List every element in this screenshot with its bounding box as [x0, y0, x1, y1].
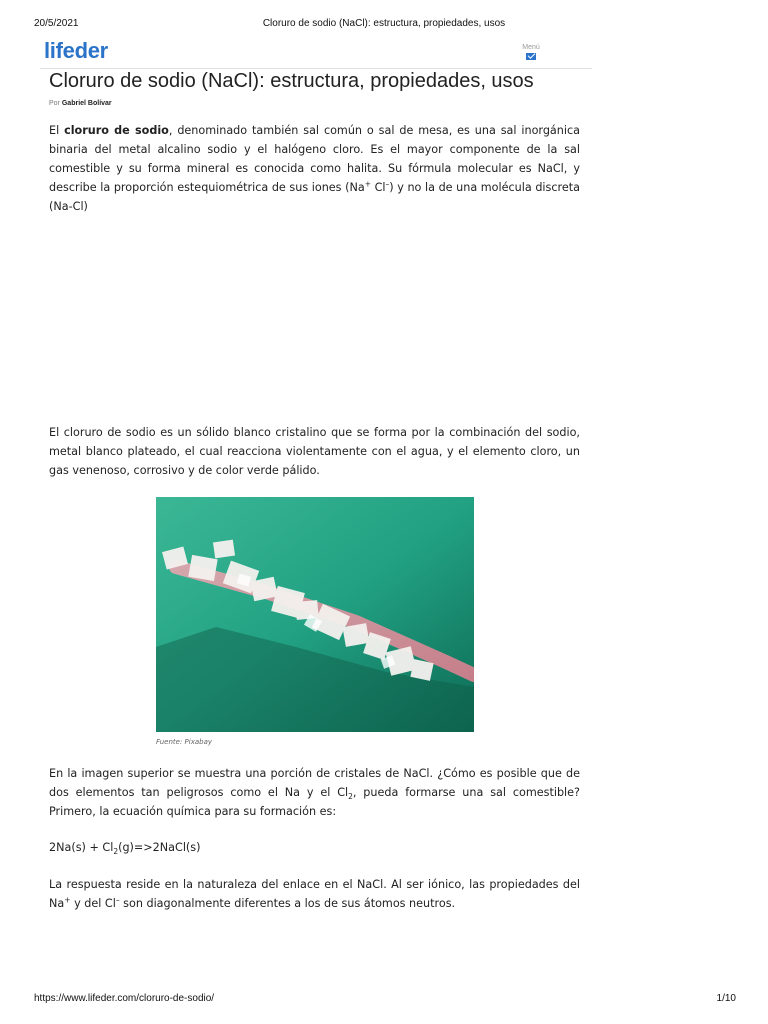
paragraph-intro: El cloruro de sodio, denominado también sal común o sal de mesa, es una sal inorgánica binaria del metal alcalino sodio y el halógeno cloro. Es el mayor componente de la sal comestible y su forma mineral es conocida como halita. Su fórmula molecular es NaCl, y describe la proporción estequiométrica de sus iones (Na+ Cl–) y no la de una molécula discreta (Na-Cl) [49, 124, 580, 213]
chevron-down-icon [526, 53, 536, 60]
author-link[interactable]: Gabriel Bolívar [61, 100, 112, 107]
page-number: 1/10 [716, 993, 736, 1004]
paragraph-image-explanation: En la imagen superior se muestra una porción de cristales de NaCl. ¿Cómo es posible que de dos elementos tan peligrosos como el Na y el $Cl_2$, pueda formarse una sal comestible? Primero, la ecuación química para su formación es: [49, 767, 580, 818]
byline-prefix: Por [49, 100, 60, 107]
image-caption: Fuente: Pixabay [156, 738, 213, 746]
paragraph-ionic-bond: La respuesta reside en la naturaleza del enlace en el NaCl. Al ser iónico, las propiedades del Na+ y del Cl– son diagonalmente diferentes a los de sus átomos neutros. [49, 878, 580, 910]
chemical-equation: $2Na(s) + Cl_2(g)=>2NaCl(s)$ [49, 841, 201, 857]
menu-label: Menú [522, 44, 540, 51]
print-header [0, 18, 768, 32]
print-date: 20/5/2021 [34, 18, 79, 29]
salt-crystals-photo [156, 497, 474, 732]
byline [49, 100, 112, 107]
paragraph-description: El cloruro de sodio es un sólido blanco cristalino que se forma por la combinación del sodio, metal blanco plateado, el cual reacciona violentamente con el agua, y el elemento cloro, un gas venenoso, corrosivo y de color verde pálido. [49, 426, 580, 477]
article-title: Cloruro de sodio (NaCl): estructura, propiedades, usos [49, 70, 534, 92]
salt-crystals-illustration [156, 497, 474, 732]
site-logo[interactable]: lifeder [44, 38, 108, 63]
print-url: https://www.lifeder.com/cloruro-de-sodio/ [34, 993, 215, 1004]
bold-term: cloruro de sodio [64, 124, 169, 137]
menu-button[interactable] [518, 44, 544, 60]
print-page-title: Cloruro de sodio (NaCl): estructura, propiedades, usos [262, 18, 506, 29]
site-header [40, 38, 592, 69]
